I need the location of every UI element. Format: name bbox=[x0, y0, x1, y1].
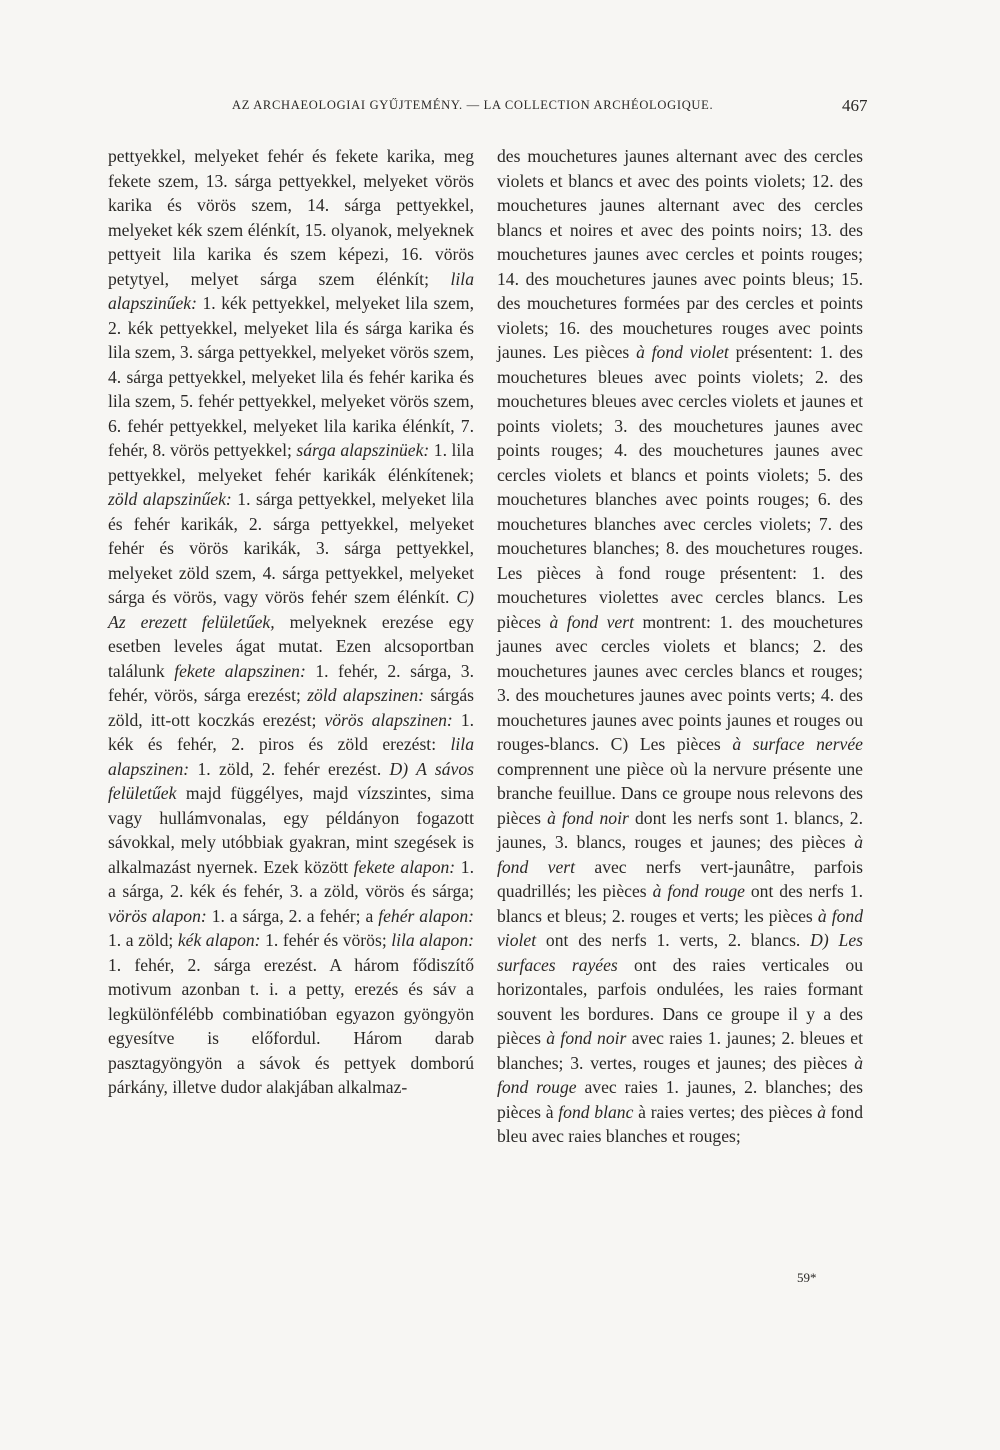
italic-run: à fond violet bbox=[497, 905, 863, 950]
text-run: sárgás zöld, itt-ott koczkás erezést; bbox=[108, 685, 474, 730]
italic-run: zöld alapszinen: bbox=[307, 685, 424, 705]
text-run: 1. a sárga, 2. a fehér; a bbox=[206, 905, 379, 926]
left-column-hungarian-text bbox=[108, 144, 474, 1100]
italic-run: fond blanc bbox=[558, 1101, 634, 1122]
text-run: ont des raies verticales ou horizontales, parfois ondulées, les raies formant souvent les bordures. Dans ce groupe il y a des pièces bbox=[497, 954, 863, 1048]
italic-run: à fond vert bbox=[549, 611, 634, 632]
text-run: ont des nerfs 1. verts, 2. blancs. bbox=[536, 930, 811, 950]
text-run: avec nerfs vert-jaunâtre, parfois quadrillés; les pièces bbox=[497, 856, 864, 901]
running-title: AZ ARCHAEOLOGIAI GYŰJTEMÉNY. — LA COLLECTION ARCHÉOLOGIQUE. bbox=[232, 98, 714, 112]
italic-run: à fond rouge bbox=[497, 1052, 863, 1097]
page-number: 467 bbox=[842, 96, 868, 115]
italic-run: lila alapon: bbox=[391, 930, 474, 950]
italic-run: à fond violet bbox=[636, 342, 729, 362]
text-run: 1. sárga pettyekkel, melyeket lila és fehér karikák, 2. sárga pettyekkel, melyeket fehér és vörös karikák, 3. sárga pettyekkel, melyeket zöld szem, 4. sárga pettyekkel, melyeket sárga és vörös, vagy vörös fehér szem élénkít. bbox=[108, 489, 474, 607]
text-run: 1. kék és fehér, 2. piros és zöld erezést: bbox=[108, 709, 475, 754]
italic-run: à fond noir bbox=[546, 1028, 627, 1048]
text-run: fond bleu avec raies blanches et rouges; bbox=[497, 1101, 863, 1146]
text-run: 1. lila pettyekkel, melyeket fehér karikák élénkítenek; bbox=[108, 440, 474, 485]
text-run: 1. fehér, 2. sárga, 3. fehér, vörös, sárga erezést; bbox=[108, 660, 474, 705]
italic-run: kék alapon: bbox=[177, 930, 261, 950]
text-run: majd függélyes, majd vízszintes, sima vagy hullámvonalas, egy példányon fogazott sávokkal, mely utóbbiak gyakran, mint szegések is alkalmazást nyernek. Ezek között bbox=[108, 783, 474, 877]
italic-run: zöld alapszinűek: bbox=[108, 489, 232, 509]
text-run: pettyekkel, melyeket fehér és fekete karika, meg fekete szem, 13. sárga pettyekkel, melyeket vörös karika és vörös szem, 14. sárga pettyekkel, melyeket kék szem élénkít, 15. olyanok, melyeknek pettyeit lila karika és szem képezi, 16. vörös petytyel, melyet sárga szem élénkít; bbox=[108, 146, 474, 289]
text-run: présentent: 1. des mouchetures bleues avec points violets; 2. des mouchetures bleues avec cercles violets et jaunes et points violets; 3. des mouchetures jaunes avec points rouges; 4. des mouchetures jaunes avec cercles violets et blancs et points violets; 5. des mouchetures blanches avec points rouges; 6. des mouchetures blanches avec cercles violets; 7. des mouchetures blanches; 8. des mouchetures rouges. Les pièces à fond rouge présentent: 1. des mouchetures violettes avec cercles blancs. Les pièces bbox=[497, 342, 864, 632]
text-run: avec raies 1. jaunes, 2. blanches; des pièces à bbox=[497, 1077, 864, 1122]
text-run: à raies vertes; des pièces bbox=[633, 1101, 818, 1122]
italic-run: à fond noir bbox=[547, 807, 629, 828]
italic-run: vörös alapszinen: bbox=[324, 709, 453, 730]
italic-run: C) Az erezett felületűek, bbox=[108, 587, 474, 632]
italic-run: à fond vert bbox=[497, 832, 863, 877]
text-run: 1. fehér és vörös; bbox=[260, 930, 392, 950]
text-run: avec raies 1. jaunes; 2. bleues et blanches; 3. vertes, rouges et jaunes; des pièces bbox=[497, 1028, 864, 1073]
text-run: 1. a zöld; bbox=[108, 930, 178, 950]
italic-run: vörös alapon: bbox=[108, 905, 207, 926]
italic-run: à fond rouge bbox=[652, 881, 745, 901]
printer-signature-mark: 59* bbox=[797, 1270, 817, 1285]
text-run: 1. fehér, 2. sárga erezést. A három fődiszítő motivum azonban t. i. a petty, erezés és sáv a legkülönfélébb combinatióban egyazon gyöngyön egyesítve is előfordul. Három darab pasztagyöngyön a sávok és pettyek domború párkány, illetve dudor alakjában alkalmaz- bbox=[108, 954, 474, 1097]
text-run: 1. a sárga, 2. kék és fehér, 3. a zöld, vörös és sárga; bbox=[108, 856, 474, 901]
right-column-french-text bbox=[497, 144, 863, 1149]
text-run: montrent: 1. des mouchetures jaunes avec cercles violets et blancs; 2. des mouchetures jaunes avec cercles blancs et rouges; 3. des mouchetures jaunes avec points verts; 4. des mouchetures jaunes avec points jaunes et rouges ou rouges-blancs. C) Les pièces bbox=[497, 611, 864, 754]
text-run: 1. zöld, 2. fehér erezést. bbox=[189, 758, 390, 779]
italic-run: lila alapszinűek: bbox=[108, 268, 474, 313]
text-run: comprennent une pièce où la nervure présente une branche feuillue. Dans ce groupe nous relevons des pièces bbox=[497, 758, 863, 828]
text-run: melyeknek erezése egy esetben leveles ágat mutat. Ezen alcsoportban találunk bbox=[108, 611, 474, 681]
italic-run: fehér alapon: bbox=[378, 905, 475, 926]
italic-run: D) Les surfaces rayées bbox=[497, 930, 863, 975]
italic-run: fekete alapszinen: bbox=[174, 660, 306, 681]
italic-run: à surface nervée bbox=[732, 734, 863, 754]
text-run: dont les nerfs sont 1. blancs, 2. jaunes, 3. blancs, rouges et jaunes; des pièces bbox=[497, 807, 863, 852]
italic-run: à bbox=[817, 1101, 826, 1122]
text-run: 1. kék pettyekkel, melyeket lila szem, 2. kék pettyekkel, melyeket lila és sárga karika és lila szem, 3. sárga pettyekkel, melyeket vörös szem, 4. sárga pettyekkel, melyeket lila és fehér karika és lila szem, 5. fehér pettyekkel, melyeket vörös szem, 6. fehér pettyekkel, melyeket lila karika élénkít, 7. fehér, 8. vörös pettyekkel; bbox=[108, 293, 474, 460]
italic-run: D) A sávos felületűek bbox=[108, 758, 474, 803]
text-run: des mouchetures jaunes alternant avec des cercles violets et blancs et avec des points violets; 12. des mouchetures jaunes alternant avec des cercles blancs et noires et avec des points noirs; 13. des mouchetures jaunes avec cercles et points rouges; 14. des mouchetures jaunes avec points bleus; 15. des mouchetures formées par des cercles et points violets; 16. des mouchetures rouges avec points jaunes. Les pièces bbox=[497, 146, 863, 362]
italic-run: fekete alapon: bbox=[353, 856, 456, 877]
italic-run: sárga alapszinüek: bbox=[296, 440, 430, 460]
italic-run: lila alapszinen: bbox=[108, 734, 474, 779]
text-run: ont des nerfs 1. blancs et bleus; 2. rouges et verts; les pièces bbox=[497, 881, 863, 926]
